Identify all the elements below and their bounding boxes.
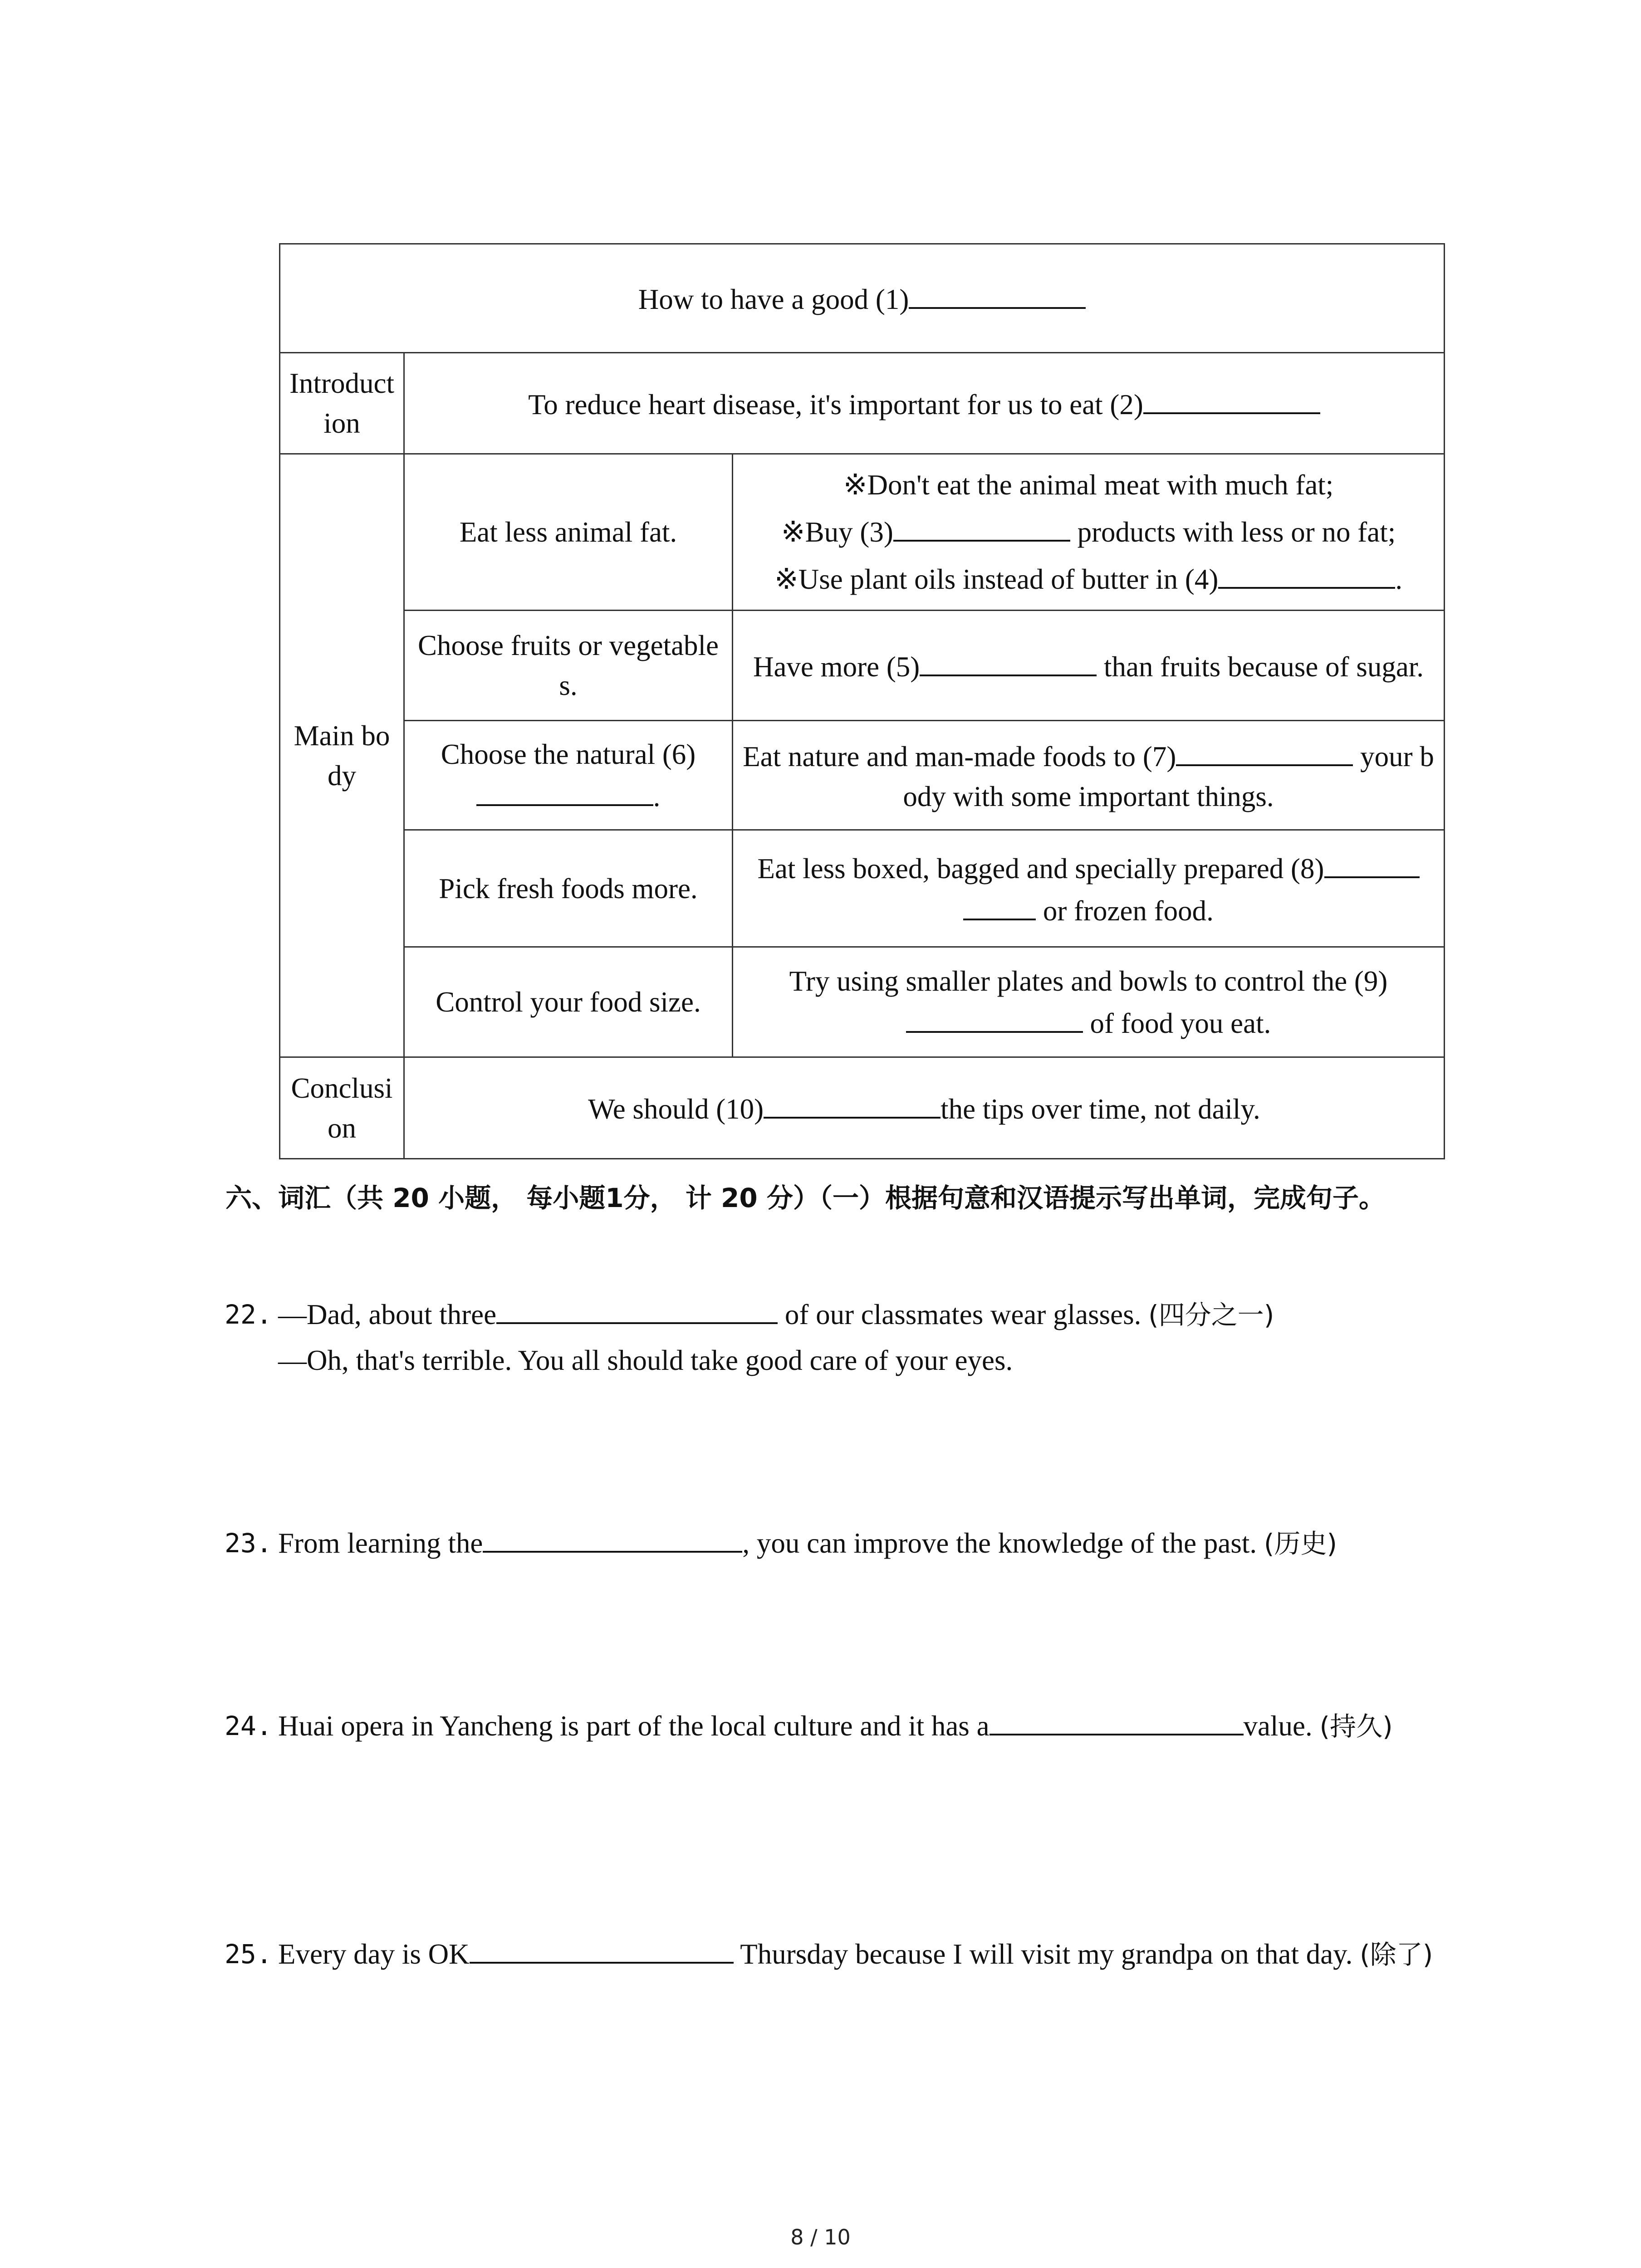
question-number: 22.: [225, 1299, 272, 1330]
table-title: How to have a good (1): [638, 284, 909, 315]
detail-cell: Eat nature and man-made foods to (7) your body with some important things.: [733, 721, 1445, 830]
point-text: Pick fresh foods more.: [439, 872, 698, 904]
conclusion-label: Conclusion: [291, 1072, 393, 1144]
question-24: 24. Huai opera in Yancheng is part of the local culture and it has a value. (持久): [225, 1703, 1450, 1749]
summary-table: [279, 243, 1445, 1159]
detail-cell: Eat less boxed, bagged and specially prepared (8) or frozen food.: [733, 830, 1445, 947]
answer-blank[interactable]: [989, 1704, 1244, 1735]
detail-cell: Have more (5) than fruits because of sugar.: [733, 611, 1445, 721]
point-cell: [404, 947, 733, 1057]
table-row: [280, 830, 1445, 947]
page-number: 8 / 10: [790, 2225, 851, 2249]
detail-cell: [733, 454, 1445, 611]
question-line: —Oh, that's terrible. You all should take good care of your eyes.: [278, 1344, 1013, 1376]
question-line: —Dad, about three of our classmates wear glasses. (四分之一): [278, 1292, 1450, 1338]
conclusion-row: [280, 1057, 1445, 1159]
detail-cell: Try using smaller plates and bowls to control the (9) of food you eat.: [733, 947, 1445, 1057]
answer-blank[interactable]: [496, 1292, 778, 1324]
conclusion-label-cell: [280, 1057, 404, 1159]
question-25: 25. Every day is OK Thursday because I will visit my grandpa on that day. (除了): [225, 1931, 1450, 1977]
point-text: Eat less animal fat.: [459, 516, 677, 548]
point-cell: [404, 611, 733, 721]
conclusion-text-cell: We should (10) the tips over time, not daily.: [404, 1057, 1445, 1159]
section-heading: 六、词汇（共 20 小题， 每小题1分， 计 20 分）（一）根据句意和汉语提示写出单词，完成句子。: [225, 1183, 1385, 1213]
blank-6[interactable]: [476, 774, 653, 806]
blank-1[interactable]: [909, 277, 1086, 309]
point-text: Control your food size.: [436, 986, 701, 1018]
question-number: 23.: [225, 1528, 272, 1559]
chinese-hint: (历史): [1264, 1528, 1337, 1559]
chinese-hint: (除了): [1360, 1939, 1433, 1970]
intro-text-cell: [404, 353, 1445, 454]
intro-text: To reduce heart disease, it's important for us to eat (2): [528, 388, 1143, 420]
answer-blank[interactable]: [470, 1932, 734, 1964]
point-text: Choose fruits or vegetables.: [417, 630, 719, 701]
chinese-hint: (四分之一): [1148, 1300, 1274, 1330]
intro-label-cell: [280, 353, 404, 454]
point-cell: [404, 830, 733, 947]
intro-label: Introduction: [289, 367, 394, 439]
question-number: 24.: [225, 1711, 272, 1741]
blank-10[interactable]: [764, 1087, 941, 1119]
blank-2[interactable]: [1143, 382, 1320, 414]
blank-3[interactable]: [893, 510, 1070, 542]
point-cell: [404, 454, 733, 611]
blank-9[interactable]: [906, 1001, 1083, 1033]
body-label: Main body: [294, 719, 390, 792]
table-row: [280, 947, 1445, 1057]
blank-7[interactable]: [1176, 734, 1353, 766]
chinese-hint: (持久): [1319, 1711, 1393, 1742]
blank-8-continued[interactable]: [963, 889, 1036, 920]
blank-8[interactable]: [1324, 846, 1420, 878]
table-title-row: [280, 244, 1445, 353]
question-22: [225, 1292, 1450, 1383]
question-number: 25.: [225, 1939, 272, 1970]
answer-blank[interactable]: [483, 1521, 742, 1553]
intro-row: [280, 353, 1445, 454]
table-row: [280, 454, 1445, 611]
detail-line: ※Don't eat the animal meat with much fat;: [843, 469, 1334, 501]
table-row: [280, 721, 1445, 830]
table-title-cell: [280, 244, 1445, 353]
body-label-cell: [280, 454, 404, 1057]
blank-5[interactable]: [920, 645, 1097, 676]
blank-4[interactable]: [1218, 557, 1395, 589]
table-row: [280, 611, 1445, 721]
detail-line: ※Use plant oils instead of butter in (4) .: [741, 556, 1435, 603]
question-23: 23. From learning the , you can improve the knowledge of the past. (历史): [225, 1520, 1450, 1566]
point-cell: Choose the natural (6) .: [404, 721, 733, 830]
detail-line: ※Buy (3) products with less or no fat;: [741, 508, 1435, 556]
